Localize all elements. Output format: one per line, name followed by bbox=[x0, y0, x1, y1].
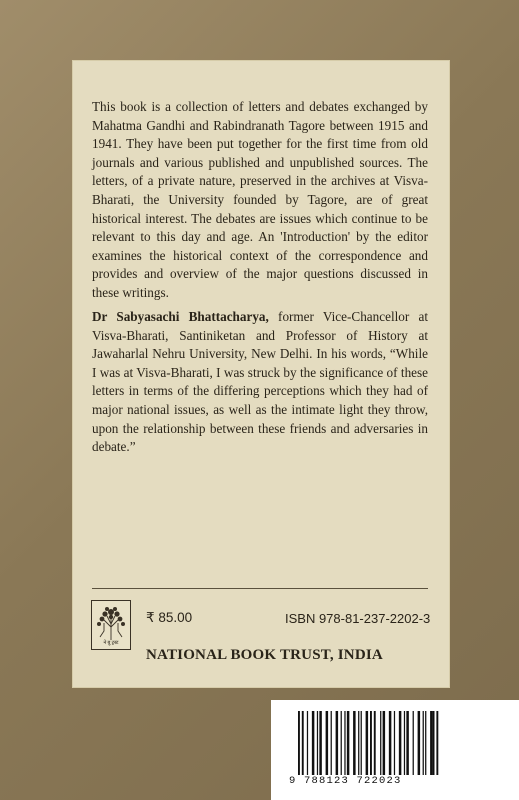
barcode-bar bbox=[312, 711, 315, 775]
barcode-bar bbox=[341, 711, 342, 775]
barcode-bar bbox=[361, 711, 362, 775]
barcode-bar bbox=[344, 711, 345, 775]
barcode-bar bbox=[436, 711, 438, 775]
barcode-bar bbox=[366, 711, 369, 775]
barcode-bar bbox=[347, 711, 350, 775]
barcode-bar bbox=[423, 711, 424, 775]
barcode-bar bbox=[358, 711, 359, 775]
barcode-bar bbox=[418, 711, 421, 775]
barcode-bar bbox=[317, 711, 318, 775]
editor-bio-text: former Vice-Chancellor at Visva-Bharati, Santiniketan and Professor of History at Jawaharlal Nehru University, New Delhi. In his words, “While I was at Visva-Bharati, I was struck by the significance of these letters in terms of the differing perceptions which they had of major national issues, as well as the intimate light they throw, upon the relationship between these friends and adversaries in debate.” bbox=[92, 309, 428, 455]
barcode-bar bbox=[336, 711, 339, 775]
barcode-bar bbox=[307, 711, 308, 775]
barcode-bar bbox=[353, 711, 356, 775]
publisher-logo bbox=[91, 600, 131, 650]
barcode-bar bbox=[406, 711, 409, 775]
barcode-bar bbox=[331, 711, 332, 775]
barcode-bar bbox=[302, 711, 304, 775]
editor-name: Dr Sabyasachi Bhattacharya, bbox=[92, 309, 269, 324]
price: ₹ 85.00 bbox=[146, 610, 193, 625]
barcode-bar bbox=[370, 711, 372, 775]
barcode-bar bbox=[374, 711, 376, 775]
barcode-bar bbox=[399, 711, 402, 775]
barcode-bar bbox=[425, 711, 426, 775]
book-description: This book is a collection of letters and debates exchanged by Mahatma Gandhi and Rabindranath Tagore between 1915 and 1941. They have been put together for the first time from old journals and various published and unpublished sources. The letters, of a private nature, preserved in the archives at Visva-Bharati, the University founded by Tagore, are of great historical interest. The debates are issues which continue to be relevant to this day and age. An 'Introduction' by the editor examines the historical context of the correspondence and provides and overview of the major questions discussed in these writings. bbox=[92, 99, 428, 300]
barcode-digits: 9 788123 722023 bbox=[289, 775, 402, 787]
barcode-bar bbox=[433, 711, 435, 775]
editor-bio bbox=[92, 308, 428, 457]
divider bbox=[92, 588, 428, 589]
publisher-name: NATIONAL BOOK TRUST, INDIA bbox=[146, 647, 383, 663]
barcode-bar bbox=[404, 711, 405, 775]
barcode-bar bbox=[319, 711, 322, 775]
logo-caption: ने बु ट्रस्ट bbox=[103, 641, 119, 646]
barcode-bar bbox=[383, 711, 386, 775]
tree-icon bbox=[94, 603, 128, 641]
barcode-bar bbox=[389, 711, 392, 775]
barcode bbox=[298, 711, 498, 775]
barcode-bar bbox=[380, 711, 381, 775]
barcode-bar bbox=[298, 711, 300, 775]
isbn: ISBN 978-81-237-2202-3 bbox=[285, 611, 431, 626]
barcode-bar bbox=[430, 711, 433, 775]
barcode-bar bbox=[326, 711, 329, 775]
barcode-bar bbox=[413, 711, 414, 775]
barcode-bar bbox=[394, 711, 395, 775]
